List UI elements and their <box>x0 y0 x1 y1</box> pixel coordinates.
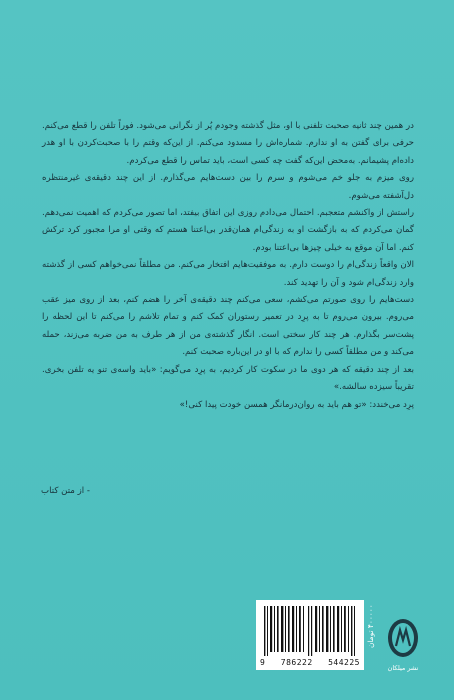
publisher-logo <box>386 618 420 670</box>
paragraph-2: روی میزم به جلو خم می‌شوم و سرم را بین دست‌هایم می‌گذارم. از این چند دقیقه‌ی غیرمنتظره دل‌آشفته می‌شوم. <box>42 173 414 201</box>
source-attribution: - از متن کتاب <box>41 486 90 496</box>
paragraph-4: الان واقعاً زندگی‌ام را دوست دارم. به موفقیت‌هایم افتخار می‌کنم. من مطلقاً نمی‌خواهم کسی از گذشته وارد زندگی‌ام شود و آن را تهدید کند. <box>42 260 414 288</box>
publisher-logo-icon <box>386 618 420 658</box>
isbn-barcode <box>256 600 364 670</box>
barcode-number <box>260 658 360 667</box>
paragraph-5: دست‌هایم را روی صورتم می‌کشم، سعی می‌کنم چند دقیقه‌ی آخر را هضم کنم، بعد از روی میز عقب می‌روم. بیرون می‌روم تا به پرِد در تعمیر رستوران کمک کنم و تمام تلاشم را می‌کنم تا این لحظه را پشت‌سر بگذارم. هر چند کار سختی است. انگار گذشته‌ی من از هر طرف به من ضربه می‌زند، حمله می‌کند و من مطلقاً کسی را ندارم که با او در این‌باره صحبت کنم. <box>42 295 414 358</box>
price-label: ۴۰۰۰۰۰ تومان <box>366 604 375 648</box>
barcode-digit-group: 544225 <box>328 658 360 667</box>
excerpt-text <box>42 118 414 414</box>
paragraph-3: راستش از واکنشم متعجبم. احتمال می‌دادم روزی این اتفاق بیفتد، اما تصور می‌کردم که اهمیت نمی‌دهم. گمان می‌کردم که به بازگشت او به زندگی‌ام همان‌قدر بی‌اعتنا هستم که وقتی او مرا مجبور کرد ترکش کنم. اما آن موقع به خیلی چیزها بی‌اعتنا بودم. <box>42 208 414 253</box>
paragraph-7: پرِد می‌خندد: «تو هم باید به روان‌درمانگر همسن خودت پیدا کنی!» <box>179 399 414 410</box>
barcode-digit-group: 786222 <box>280 658 313 667</box>
paragraph-1: در همین چند ثانیه صحبت تلفنی با او، مثل گذشته وجودم پُر از نگرانی می‌شود. فوراً تلفن را قطع می‌کنم. حرفی برای گفتن به او ندارم. شماره‌اش را مسدود می‌کنم. از این‌که وقتم را با صحبت‌کردن با او هدر داده‌ام پشیمانم. به‌محض این‌که گفت چه کسی است، باید تماس را قطع می‌کردم. <box>42 121 414 166</box>
barcode-digit-group: 9 <box>260 658 266 667</box>
barcode-bars <box>262 606 358 656</box>
publisher-name: نشر میلکان <box>387 664 419 672</box>
paragraph-6: بعد از چند دقیقه که هر دوی ما در سکوت کار کردیم، به پرِد می‌گویم: «باید واسه‌ی تنو یه تلفن بخری. تقریباً سیزده سالشه.» <box>42 364 414 393</box>
